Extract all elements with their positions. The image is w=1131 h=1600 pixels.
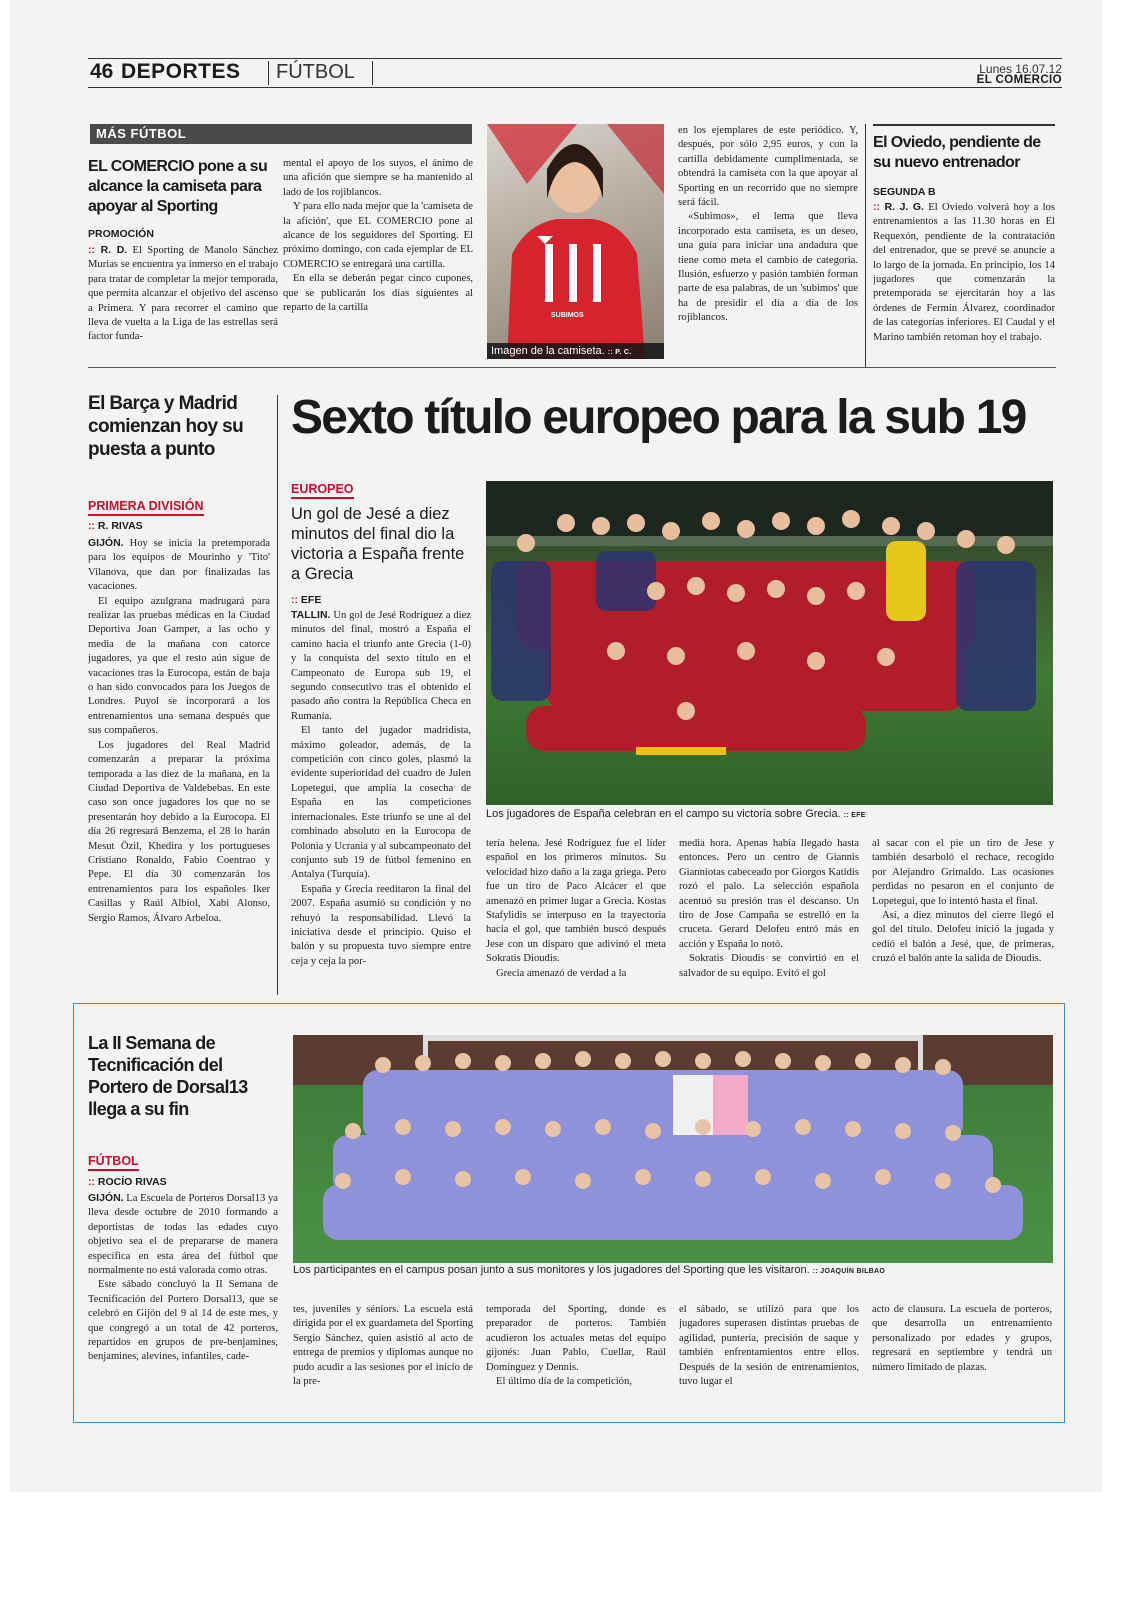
campus-photo-caption: Los participantes en el campus posan junto a sus monitores y los jugadores del Sporting que les visitaron. :: JOAQUÍN BILBAO xyxy=(293,1264,886,1276)
mas-futbol-band xyxy=(90,124,472,144)
band-label: MÁS FÚTBOL xyxy=(96,126,187,141)
portero-kicker: FÚTBOL xyxy=(88,1154,139,1168)
campus-illustration xyxy=(293,1035,1053,1263)
portero-byline: :: ROCÍO RIVAS xyxy=(88,1176,167,1188)
sub19-headline: Sexto título europeo para la sub 19 xyxy=(291,391,1026,444)
promo-column-3: en los ejemplares de este periódico. Y, después, por sólo 2,95 euros, y con la cartilla debidamente cumplimentada, se obtendrá la camiseta con la que apoyar al Sporting en un recorrido que no siempre será fácil. «Subimos», el lema que lleva incorporado esta camiseta, es un deseo, una guía para iniciar una andadura que tiene como meta el cambio de categoría. Ilusión, esfuerzo y pasión también forman parte de esa palabras, de un 'subimos' que ha de presidir el día a día de los rojiblancos. xyxy=(678,125,858,324)
sub19-kicker: EUROPEO xyxy=(291,482,354,496)
barca-headline: El Barça y Madrid comienzan hoy su puesta a punto xyxy=(88,393,244,460)
sub19-column-1: TALLIN. Un gol de Jesé Rodríguez a diez minutos del final, mostró a España el camino hacia el triunfo ante Grecia (1-0) y la conquista del sexto título en el Campeonato de Europa sub 19, el segundo consecutivo tras el obtenido el pasado año contra la República Checa en Rumanía. El tanto del jugador madridista, máximo goleador, además, de la competición con cinco goles, plasmó la evidente superioridad del cuadro de Julen Lopetegui, que amplía la cosecha de España en las competiciones internacionales. Este triunfo se une al del combinado absoluto en la Eurocopa de Polonia y Ucrania y al subcampeonato del conjunto sub 19 de fútbol femenino en Antalya (Turquía). España y Grecia reeditaron la final del 2007. España asumió su condición y no rehuyó la responsabilidad. Llevó la iniciativa desde el principio. Quiso el balón y su propuesta tuvo siempre entre ceja y ceja la por- xyxy=(291,609,471,967)
promo-headline: EL COMERCIO pone a su alcance la camiseta para apoyar al Sporting xyxy=(88,158,268,215)
portero-column-1: GIJÓN. La Escuela de Porteros Dorsal13 ya lleva desde octubre de 2010 formando a deportistas de todas las edades cuyo objetivo sea el de prepararse de manera específica en esta área del fútbol que normalmente no está valorada como otras. Este sábado concluyó la II Semana de Tecnificación del Portero Dorsal13, que se celebró en Gijón del 9 al 14 de este mes, y que congregó a un total de 42 porteros, repartidos en grupos de pre-benjamines, benjamines, alevines, infantiles, cade- xyxy=(88,1192,278,1363)
oviedo-byline: :: R. J. G. xyxy=(873,201,924,213)
oviedo-body: :: R. J. G. El Oviedo volverá hoy a los entrenamientos a las 11.30 horas en El Requexón, pendiente de la contratación del entrenador, que se prevé se anuncie a lo largo de la jornada. En principio, los 14 jugadores que comenzarán la pretemporada se ejercitarán hoy a las órdenes de Fermín Álvarez, coordinador de las categorías inferiores. El Caudal y el Marino también retoman hoy el trabajo. xyxy=(873,200,1055,360)
team-photo-caption: Los jugadores de España celebran en el campo su victoria sobre Grecia. :: EFE xyxy=(486,808,866,820)
paper-name: EL COMERCIO xyxy=(976,74,1062,86)
shirt-photo-caption: Imagen de la camiseta. :: P. C. xyxy=(487,343,664,359)
issue-date: Lunes 16.07.12 xyxy=(979,62,1062,76)
shirt-illustration xyxy=(487,124,664,359)
sub19-column-4: al sacar con el pie un tiro de Jese y también desarboló el rechace, recogido por Alejandro Grimaldo. Las ocasiones perdidas no pesaron en el conjunto de Lopetegui, que lo intentó hasta el final. Así, a diez minutos del cierre llegó el gol del título. Delofeu inició la jugada y cedió el balón a Jesé, que, de primeras, cruzó el balón ante la salida de Dioudis. xyxy=(872,838,1054,965)
oviedo-headline: El Oviedo, pendiente de su nuevo entrenador xyxy=(873,134,1041,171)
sub19-column-2: tería helena. Jesé Rodríguez fue el líder español en los primeros minutos. Su velocidad hizo daño a la zaga griega. Pero fue un tiro de Paco Alcácer el que amenazó en primer lugar a Grecia. Kostas Stafylidis se interpuso en la trayectoria hacia el gol, que también buscó después Jese con un disparo que adivinó el meta Sokratis Dioudis. Grecia amenazó de verdad a la xyxy=(486,838,666,979)
promo-byline: :: R. D. xyxy=(88,244,127,256)
portero-column-2: tes, juveniles y séniors. La escuela está dirigida por el ex guardameta del Sporting Sergio Sánchez, quien asistió al acto de entrega de premios y diplomas aunque no pudo acudir a las sesiones por el inicio de la pre- xyxy=(293,1304,473,1388)
shirt-slogan: SUBIMOS xyxy=(551,312,584,319)
portero-column-4: el sábado, se utilizó para que los jugadores superasen distintas pruebas de agilidad, puntería, precisión de saque y también enfrentamientos entre ellos. Después de la sesión de entrenamientos, tuvo lugar el xyxy=(679,1304,859,1388)
barca-byline: :: R. RIVAS xyxy=(88,520,143,532)
barca-body: GIJÓN. Hoy se inicia la pretemporada para los equipos de Mourinho y 'Tito' Vilanova, que dan por finalizadas las vacaciones. El equipo azulgrana madrugará para realizar las pruebas médicas en la Ciudad Deportiva Joan Gamper, a las ocho y media de la mañana con catorce jugadores, ya que el resto aún sigue de vacaciones tras la Eurocopa, están de baja o han sido convocados para los Juegos de Londres. Puyol se incorporará a los entrenamientos una semana después que sus compañeros. Los jugadores del Real Madrid comenzarán a preparar la próxima temporada a las diez de la mañana, en la Ciudad Deportiva de Valdebebas. En este caso son once jugadores los que no se presentarán hoy debido a la Eurocopa. El día 26 regresará Benzema, el 28 lo harán Mesut Özil, Khedira y los portugueses Cristiano Ronaldo, Fabio Coentrao y Pepe. El día 30 comenzarán los entrenamientos para los españoles Iker Casillas y Raúl Albiol, Xabi Alonso, Sergio Ramos, Álvaro Arbeloa. xyxy=(88,537,270,924)
barca-kicker: PRIMERA DIVISIÓN xyxy=(88,499,204,513)
sub19-byline: :: EFE xyxy=(291,594,321,606)
sub19-subhead: Un gol de Jesé a diez minutos del final dio la victoria a España frente a Grecia xyxy=(291,505,465,583)
portero-column-5: acto de clausura. La escuela de porteros, que desarrolla un entrenamiento personalizado por edades y grupos, regresará en septiembre y tendrá un número limitado de plazas. xyxy=(872,1304,1052,1373)
promo-column-2: mental el apoyo de los suyos, el ánimo de una afición que siempre se ha mantenido al lado de los rojiblancos. Y para ello nada mejor que la 'camiseta de la afición', que EL COMERCIO pone al alcance de los seguidores del Sporting. El próximo domingo, con cada ejemplar de EL COMERCIO se entregará una cartilla. En ella se deberán pegar cinco cupones, que se publicarán los días siguientes al reparto de la cartilla xyxy=(283,158,473,314)
oviedo-kicker: SEGUNDA B xyxy=(873,186,936,198)
subsection-name: FÚTBOL xyxy=(276,61,355,83)
newspaper-page xyxy=(10,0,1102,1492)
sub19-column-3: media hora. Apenas había llegado hasta entonces. Pero un centro de Giannis Gianniotas cabeceado por Giorgos Katidis rozó el palo. La selección española acentuó su presión tras el descanso. Un tiro de Jose Campaña se estrelló en la cruceta. Gerard Delofeu entró más en acción y España lo notó. Sokratis Dioudis se convirtió en el salvador de su equipo. Evitó el gol xyxy=(679,838,859,979)
shirt-photo xyxy=(487,124,664,359)
spain-team-photo xyxy=(486,481,1053,805)
page-number: 46 xyxy=(90,60,114,83)
page-header xyxy=(88,58,1062,88)
portero-headline: La II Semana de Tecnificación del Portero de Dorsal13 llega a su fin xyxy=(88,1033,248,1119)
team-illustration xyxy=(486,481,1053,805)
promo-column-1: :: R. D. El Sporting de Manolo Sánchez Murias se encuentra ya inmerso en el trabajo para tratar de completar la mejor temporada, que permita alcanzar el objetivo del ascenso a Primera. Y para recorrer el camino que lleva de vuelta a la Liga de las estrellas será factor funda- xyxy=(88,243,278,359)
promo-kicker: PROMOCIÓN xyxy=(88,228,154,240)
portero-column-3: temporada del Sporting, donde es preparador de porteros. También acudieron los actuales metas del equipo gijonés: Juan Pablo, Cuellar, Raúl Domínguez y Dennis. El último día de la competición, xyxy=(486,1304,666,1388)
section-name: DEPORTES xyxy=(121,60,241,83)
campus-photo xyxy=(293,1035,1053,1263)
